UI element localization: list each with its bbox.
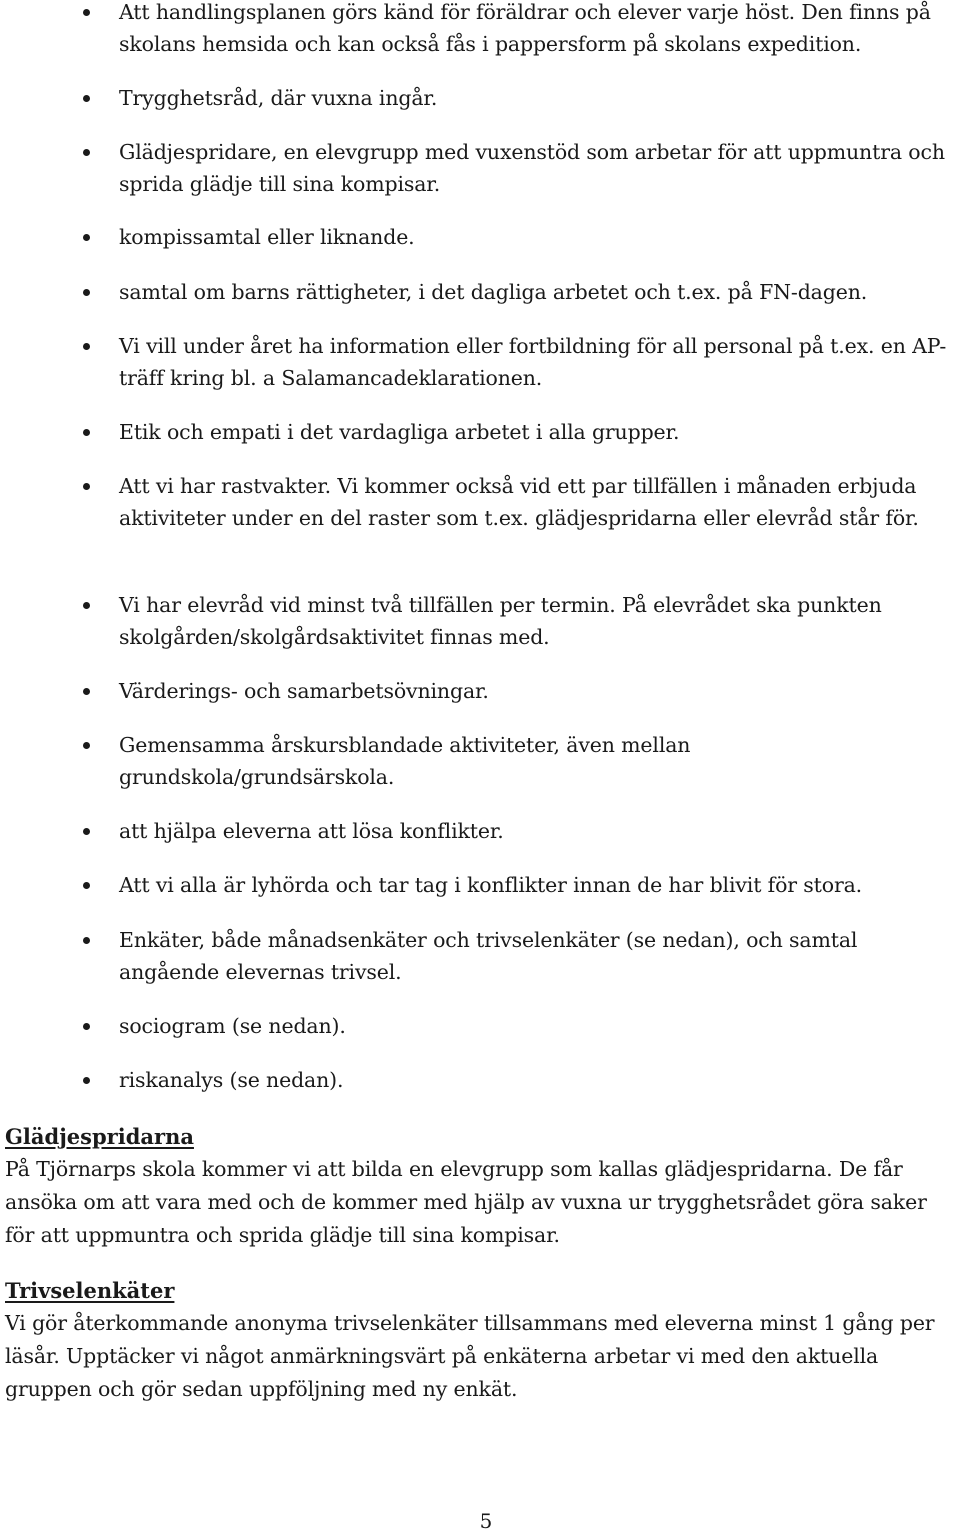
list-item bbox=[119, 589, 949, 653]
list-item bbox=[119, 869, 949, 901]
bullet-icon bbox=[83, 742, 90, 749]
list-item-text: Vi har elevråd vid minst två tillfällen per termin. På elevrådet ska punkten skolgården/skolgårdsaktivitet finnas med. bbox=[119, 593, 882, 649]
bullet-icon bbox=[83, 483, 90, 490]
section-heading-gladjespridarna: Glädjespridarna bbox=[5, 1124, 194, 1149]
list-item-text: Att vi alla är lyhörda och tar tag i konflikter innan de har blivit för stora. bbox=[119, 873, 863, 897]
list-item bbox=[119, 924, 949, 988]
section-heading-trivselenkater: Trivselenkäter bbox=[5, 1278, 175, 1303]
list-item-text: samtal om barns rättigheter, i det dagliga arbetet och t.ex. på FN-dagen. bbox=[119, 280, 868, 304]
bullet-icon bbox=[83, 688, 90, 695]
section-body-gladjespridarna: På Tjörnarps skola kommer vi att bilda en elevgrupp som kallas glädjespridarna. De får ansöka om att vara med och de kommer med hjälp av vuxna ur trygghetsrådet göra saker för att uppmuntra och sprida glädje till sina kompisar. bbox=[5, 1157, 927, 1247]
list-item-text: sociogram (se nedan). bbox=[119, 1014, 346, 1038]
list-item bbox=[119, 221, 949, 253]
list-item bbox=[119, 1010, 949, 1042]
bullet-icon bbox=[83, 343, 90, 350]
bullet-icon bbox=[83, 95, 90, 102]
list-item-text: Gemensamma årskursblandade aktiviteter, även mellan grundskola/grundsärskola. bbox=[119, 733, 691, 789]
bullet-icon bbox=[83, 234, 90, 241]
list-item-text: Etik och empati i det vardagliga arbetet i alla grupper. bbox=[119, 420, 680, 444]
list-item bbox=[119, 1064, 949, 1096]
bullet-icon bbox=[83, 429, 90, 436]
list-item-text: Vi vill under året ha information eller fortbildning för all personal på t.ex. en AP-träff kring bl. a Salamancadeklarationen. bbox=[119, 334, 947, 390]
bullet-icon bbox=[83, 882, 90, 889]
list-item bbox=[119, 675, 949, 707]
list-item bbox=[119, 729, 949, 793]
list-item-text: Trygghetsråd, där vuxna ingår. bbox=[119, 86, 438, 110]
list-item bbox=[119, 82, 949, 114]
list-item-text: Att handlingsplanen görs känd för föräldrar och elever varje höst. Den finns på skolans hemsida och kan också fås i pappersform på skolans expedition. bbox=[119, 0, 931, 56]
bullet-icon bbox=[83, 602, 90, 609]
section-body-trivselenkater: Vi gör återkommande anonyma trivselenkäter tillsammans med eleverna minst 1 gång per läsår. Upptäcker vi något anmärkningsvärt på enkäterna arbetar vi med den aktuella gruppen och gör sedan uppföljning med ny enkät. bbox=[5, 1311, 935, 1401]
bullet-icon bbox=[83, 828, 90, 835]
list-item-text: Att vi har rastvakter. Vi kommer också vid ett par tillfällen i månaden erbjuda aktiviteter under en del raster som t.ex. glädjespridarna eller elevråd står för. bbox=[119, 474, 919, 530]
list-item-text: Värderings- och samarbetsövningar. bbox=[119, 679, 489, 703]
bullet-icon bbox=[83, 1023, 90, 1030]
list-item-text: riskanalys (se nedan). bbox=[119, 1068, 344, 1092]
list-item bbox=[119, 136, 949, 200]
bullet-icon bbox=[83, 149, 90, 156]
list-item bbox=[119, 416, 949, 448]
list-item bbox=[119, 470, 949, 534]
list-item-text: kompissamtal eller liknande. bbox=[119, 225, 415, 249]
list-item bbox=[119, 330, 949, 394]
list-item-text: Enkäter, både månadsenkäter och trivselenkäter (se nedan), och samtal angående elevernas trivsel. bbox=[119, 928, 858, 984]
bullet-icon bbox=[83, 937, 90, 944]
bullet-icon bbox=[83, 9, 90, 16]
list-item-text: att hjälpa eleverna att lösa konflikter. bbox=[119, 819, 504, 843]
page-number: 5 bbox=[479, 1509, 493, 1533]
list-item bbox=[119, 276, 949, 308]
list-item bbox=[119, 815, 949, 847]
list-item bbox=[119, 0, 949, 60]
bullet-icon bbox=[83, 289, 90, 296]
bullet-icon bbox=[83, 1077, 90, 1084]
list-item-text: Glädjespridare, en elevgrupp med vuxenstöd som arbetar för att uppmuntra och sprida glädje till sina kompisar. bbox=[119, 140, 945, 196]
